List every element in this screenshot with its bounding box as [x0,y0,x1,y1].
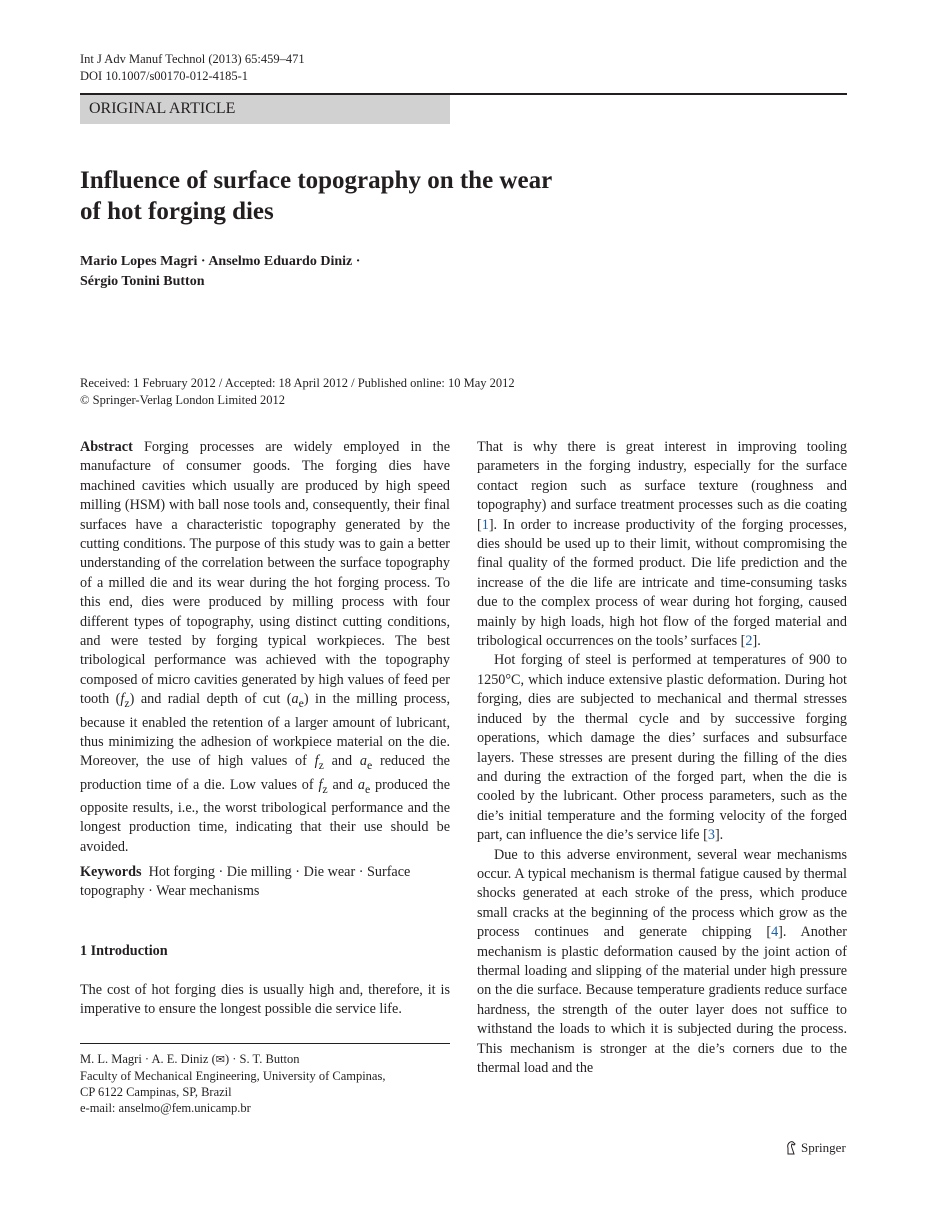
ae-var: a [291,691,299,708]
text: That is why there is great interest in improving tooling parameters in the forging industry, especially for the surface contact region such as surface texture (roughness and topography) and surface treatment processes such as die coating [ [477,439,847,533]
citation-link[interactable]: 4 [771,924,779,941]
footnote-authors [80,1051,450,1068]
email-line: e-mail: anselmo@fem.unicamp.br [80,1101,251,1115]
abstract-text-4: and [323,753,360,770]
abstract-text-7: produced the opposite results, i.e., the worst tribological performance and the longest production time, indicating that their use should be avoided. [80,776,450,855]
keywords-block [80,863,450,902]
journal-citation: Int J Adv Manuf Technol (2013) 65:459–471 [80,52,305,66]
fz-var: f [314,753,319,770]
author-footnote [80,1051,450,1116]
abstract-text-5: reduced the production time of a die. Low values of [80,753,450,793]
title-line-1: Influence of surface topography on the wear [80,167,553,194]
text: ]. [714,827,724,844]
ae-var: a [357,776,365,793]
fz-sub: z [318,758,324,773]
journal-header [80,51,305,85]
fz-sub: z [322,781,328,796]
doi: DOI 10.1007/s00170-012-4185-1 [80,69,249,83]
abstract-text-1: Forging processes are widely employed in the manufacture of consumer goods. The forging dies have machined cavities which usually are produced by high speed milling (HSM) with ball nose tools and, consequently, their final surfaces have a characteristic topography generated by the cutting conditions. The purpose of this study was to gain a better understanding of the correlation between the surface topography of a milled die and its wear during the hot forging process. To this end, dies were produced by milling process with four different types of topography, using distinct cutting conditions, and were tested by forging typical workpieces. The best tribological performance was achieved with the topography composed of micro cavities generated by high values of feed per tooth ( [80,439,451,708]
keywords-label: Keywords [80,864,142,880]
fz-var: f [120,691,125,708]
abstract-text-6: and [327,776,358,793]
authors-line-1: Mario Lopes Magri · Anselmo Eduardo Diniz · [80,254,361,269]
title-line-2: of hot forging dies [80,198,274,225]
affiliation-line-2: CP 6122 Campinas, SP, Brazil [80,1085,232,1099]
abstract-text-2: ) and radial depth of cut ( [129,691,292,708]
text: Due to this adverse environment, several wear mechanisms occur. A typical mechanism is thermal fatigue caused by thermal shocks generated at each stroke of the press, which produce small cracks at the beginning of the process which grow as the process continues and generate chipping [ [477,846,847,941]
dates-line: Received: 1 February 2012 / Accepted: 18 April 2012 / Published online: 10 May 2012 [80,376,515,390]
intro-paragraph [80,981,450,1020]
abstract-text-3: ) in the milling process, because it enabled the retention of a larger amount of lubricant, thus minimizing the adhesion of workpiece material on the die. Moreover, the use of high values of [80,691,450,770]
text: ]. [752,633,761,650]
author-list [80,252,500,292]
footnote-authors-a: M. L. Magri · A. E. Diniz ( [80,1052,216,1066]
publication-dates [80,375,515,409]
text: ]. Another mechanism is plastic deformation caused by the joint action of thermal loading and slipping of the material under high pressure on the die surface. Because temperature gradients reduce surface hardness, the strength of the outer layer does not suffice to withstand the loads to which it is subjected during the process. This mechanism is stronger at the die’s corners due to the thermal load and the [477,924,847,1076]
footnote-rule [80,1043,450,1044]
ae-sub: e [364,781,371,796]
text: Hot forging of steel is performed at temperatures of 900 to 1250°C, which induce extensive plastic deformation. During hot forging, dies are subjected to mechanical and thermal stresses induced by the thermal cycle and by successive forging operations, which damage the dies’ surfaces and subsurface layers. These stresses are present during the filling of the dies and during the extraction of the forged part, when the die is cooled by the lubricant. Other process parameters, such as the die’s initial temperature and the forming velocity of the forged part, can influence the die’s service life [ [477,652,847,844]
publisher-name: Springer [801,1140,846,1155]
intro-text: The cost of hot forging dies is usually high and, therefore, it is imperative to ensure the longest possible die service life. [80,982,450,1018]
right-paragraph-1 [477,438,847,651]
ae-sub: e [366,758,373,773]
ae-var: a [359,753,367,770]
keywords-text: Hot forging · Die milling · Die wear · Surface topography · Wear mechanisms [80,864,411,900]
fz-sub: z [124,696,130,711]
article-title [80,165,680,227]
envelope-icon: ✉ [215,1053,225,1066]
text: ]. In order to increase productivity of the forging processes, dies should be used up to their limit, without compromising the final quality of the formed product. Die life prediction and the increase of the die life are intricate and time-consuming tasks due to the complex process of wear during hot forging, caused mainly by high loads, high hot flow of the forged material and tribological occurrences on the tools’ surfaces [ [477,516,847,650]
ae-sub: e [298,696,304,711]
right-paragraph-2 [477,651,847,845]
fz-var: f [318,776,323,793]
springer-horse-icon [785,1141,797,1155]
section-heading: 1 Introduction [80,943,168,959]
right-column [477,438,847,1078]
citation-link[interactable]: 1 [481,516,489,533]
citation-link[interactable]: 2 [745,633,753,650]
abstract-block [80,438,450,857]
publisher-logo [785,1140,846,1156]
copyright-line: © Springer-Verlag London Limited 2012 [80,393,286,407]
article-type-label: ORIGINAL ARTICLE [89,100,236,117]
footnote-authors-b: ) · S. T. Button [224,1052,300,1066]
authors-line-2: Sérgio Tonini Button [80,274,205,289]
citation-link[interactable]: 3 [707,827,715,844]
right-paragraph-3 [477,846,847,1079]
abstract-label: Abstract [80,439,133,455]
article-type-banner [80,95,450,124]
affiliation-line-1: Faculty of Mechanical Engineering, University of Campinas, [80,1069,386,1083]
